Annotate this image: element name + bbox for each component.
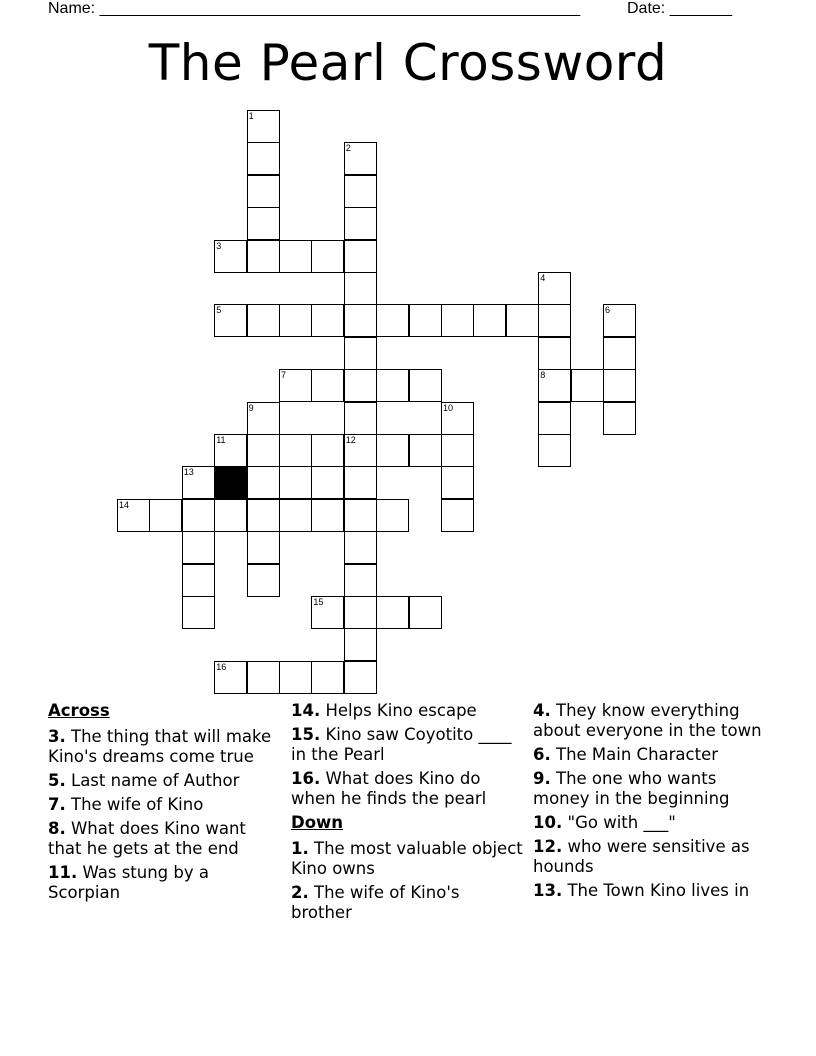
clue-text: "Go with ___" xyxy=(562,813,676,832)
down-clue xyxy=(291,883,523,923)
grid-cell[interactable] xyxy=(409,434,442,467)
clue-number-label: 5. xyxy=(48,771,66,790)
clue-number-label: 3. xyxy=(48,727,66,746)
grid-cell[interactable] xyxy=(571,369,604,402)
clue-number: 6 xyxy=(605,305,611,316)
down-clue xyxy=(533,701,765,741)
clue-number: 9 xyxy=(248,402,254,413)
grid-cell[interactable] xyxy=(603,304,636,337)
grid-cell[interactable] xyxy=(247,175,280,208)
clue-number: 16 xyxy=(216,661,227,672)
clue-number-label: 9. xyxy=(533,769,551,788)
clue-number: 8 xyxy=(540,370,546,381)
name-field-label[interactable]: Name: ______________________________________________________ xyxy=(48,0,581,17)
clue-number-label: 10. xyxy=(533,813,563,832)
grid-cell[interactable] xyxy=(376,369,409,402)
down-clue-list xyxy=(291,839,523,923)
grid-cell[interactable] xyxy=(214,661,247,694)
grid-cell[interactable] xyxy=(603,369,636,402)
grid-cell[interactable] xyxy=(344,564,377,597)
grid-block xyxy=(214,466,247,499)
across-clue-list xyxy=(48,727,280,903)
clue-number-label: 1. xyxy=(291,839,309,858)
clue-text: The wife of Kino xyxy=(65,795,204,814)
clues-column-2 xyxy=(291,701,523,927)
grid-cell[interactable] xyxy=(279,466,312,499)
grid-cell[interactable] xyxy=(344,142,377,175)
grid-cell[interactable] xyxy=(247,142,280,175)
grid-cell[interactable] xyxy=(214,304,247,337)
grid-cell[interactable] xyxy=(247,661,280,694)
grid-cell[interactable] xyxy=(311,596,344,629)
clue-text: Was stung by a Scorpian xyxy=(48,863,209,902)
grid-cell[interactable] xyxy=(376,304,409,337)
grid-cell[interactable] xyxy=(149,499,182,532)
clue-text: What does Kino want that he gets at the end xyxy=(48,819,246,858)
clue-number-label: 16. xyxy=(291,769,321,788)
down-clue xyxy=(533,837,765,877)
grid-cell[interactable] xyxy=(279,304,312,337)
grid-cell[interactable] xyxy=(182,531,215,564)
grid-cell[interactable] xyxy=(344,207,377,240)
grid-cell[interactable] xyxy=(311,434,344,467)
grid-cell[interactable] xyxy=(117,499,150,532)
grid-cell[interactable] xyxy=(247,402,280,435)
grid-cell[interactable] xyxy=(344,434,377,467)
grid-cell[interactable] xyxy=(182,466,215,499)
grid-cell[interactable] xyxy=(311,661,344,694)
clue-number-label: 4. xyxy=(533,701,551,720)
across-clue xyxy=(48,795,280,815)
grid-cell[interactable] xyxy=(247,304,280,337)
clue-text: The most valuable object Kino owns xyxy=(291,839,523,878)
clue-number-label: 15. xyxy=(291,725,321,744)
grid-cell[interactable] xyxy=(311,499,344,532)
clue-number: 1 xyxy=(248,111,254,121)
grid-cell[interactable] xyxy=(247,240,280,273)
grid-cell[interactable] xyxy=(214,434,247,467)
clue-number-label: 14. xyxy=(291,701,321,720)
clues-column-1 xyxy=(48,701,280,907)
grid-cell[interactable] xyxy=(538,337,571,370)
clue-number: 2 xyxy=(345,143,351,154)
grid-cell[interactable] xyxy=(409,596,442,629)
grid-cell[interactable] xyxy=(311,466,344,499)
grid-cell[interactable] xyxy=(409,369,442,402)
down-clue xyxy=(291,839,523,879)
grid-cell[interactable] xyxy=(538,369,571,402)
clue-text: They know everything about everyone in the town xyxy=(533,701,762,740)
grid-cell[interactable] xyxy=(311,304,344,337)
grid-cell[interactable] xyxy=(344,402,377,435)
down-clue-list-continued xyxy=(533,701,765,901)
grid-cell[interactable] xyxy=(279,434,312,467)
clue-text: The thing that will make Kino's dreams come true xyxy=(48,727,272,766)
grid-cell[interactable] xyxy=(344,628,377,661)
across-clue xyxy=(48,863,280,903)
grid-cell[interactable] xyxy=(376,596,409,629)
clue-text: Last name of Author xyxy=(65,771,240,790)
grid-cell[interactable] xyxy=(344,466,377,499)
down-clue xyxy=(533,881,765,901)
grid-cell[interactable] xyxy=(247,466,280,499)
clue-number-label: 6. xyxy=(533,745,551,764)
clue-number-label: 12. xyxy=(533,837,563,856)
grid-cell[interactable] xyxy=(409,304,442,337)
grid-cell[interactable] xyxy=(214,240,247,273)
down-heading: Down xyxy=(291,813,344,832)
grid-cell[interactable] xyxy=(538,272,571,305)
grid-cell[interactable] xyxy=(279,499,312,532)
across-clue xyxy=(48,727,280,767)
grid-cell[interactable] xyxy=(441,304,474,337)
grid-cell[interactable] xyxy=(441,499,474,532)
date-field-label[interactable]: Date: _______ xyxy=(627,0,732,17)
grid-cell[interactable] xyxy=(182,499,215,532)
clue-text: What does Kino do when he finds the pearl xyxy=(291,769,487,808)
across-heading: Across xyxy=(48,701,110,720)
grid-cell[interactable] xyxy=(344,175,377,208)
grid-cell[interactable] xyxy=(279,240,312,273)
grid-cell[interactable] xyxy=(376,434,409,467)
clue-text: The wife of Kino's brother xyxy=(291,883,460,922)
grid-cell[interactable] xyxy=(344,337,377,370)
down-clue xyxy=(533,769,765,809)
grid-cell[interactable] xyxy=(344,304,377,337)
clue-number-label: 8. xyxy=(48,819,66,838)
clue-number: 14 xyxy=(119,499,130,510)
grid-cell[interactable] xyxy=(311,369,344,402)
down-clue xyxy=(533,813,765,833)
grid-cell[interactable] xyxy=(247,110,280,143)
across-clue xyxy=(291,701,523,721)
grid-cell[interactable] xyxy=(311,240,344,273)
clue-number-label: 7. xyxy=(48,795,66,814)
grid-cell[interactable] xyxy=(441,402,474,435)
clue-text: The Main Character xyxy=(550,745,719,764)
grid-cell[interactable] xyxy=(538,402,571,435)
grid-cell[interactable] xyxy=(344,499,377,532)
grid-cell[interactable] xyxy=(344,531,377,564)
clue-number: 11 xyxy=(216,435,226,445)
down-clue xyxy=(533,745,765,765)
clue-number-label: 11. xyxy=(48,863,78,882)
grid-cell[interactable] xyxy=(506,304,539,337)
grid-cell[interactable] xyxy=(247,531,280,564)
clue-text: Kino saw Coyotito ____ in the Pearl xyxy=(291,725,512,764)
clue-number: 15 xyxy=(313,597,324,607)
clue-text: who were sensitive as hounds xyxy=(533,837,750,876)
grid-cell[interactable] xyxy=(441,434,474,467)
clues-column-3 xyxy=(533,701,765,905)
clue-number: 3 xyxy=(216,240,222,251)
grid-cell[interactable] xyxy=(344,661,377,694)
grid-cell[interactable] xyxy=(182,564,215,597)
grid-cell[interactable] xyxy=(473,304,506,337)
across-clue-list-continued xyxy=(291,701,523,809)
grid-cell[interactable] xyxy=(538,434,571,467)
clue-number-label: 2. xyxy=(291,883,309,902)
grid-cell[interactable] xyxy=(603,402,636,435)
clue-number: 5 xyxy=(216,305,222,316)
grid-cell[interactable] xyxy=(214,499,247,532)
grid-cell[interactable] xyxy=(344,596,377,629)
grid-cell[interactable] xyxy=(279,369,312,402)
grid-cell[interactable] xyxy=(182,596,215,629)
grid-cell[interactable] xyxy=(344,369,377,402)
clue-number: 13 xyxy=(183,467,194,478)
grid-cell[interactable] xyxy=(247,434,280,467)
across-clue xyxy=(291,725,523,765)
clue-number: 7 xyxy=(281,370,287,381)
clue-text: Helps Kino escape xyxy=(320,701,477,720)
grid-cell[interactable] xyxy=(247,207,280,240)
clue-number: 10 xyxy=(443,402,454,413)
grid-cell[interactable] xyxy=(247,499,280,532)
clue-number: 12 xyxy=(345,435,356,445)
grid-cell[interactable] xyxy=(247,564,280,597)
across-clue xyxy=(291,769,523,809)
across-clue xyxy=(48,819,280,859)
grid-cell[interactable] xyxy=(538,304,571,337)
grid-cell[interactable] xyxy=(279,661,312,694)
page-title: The Pearl Crossword xyxy=(148,34,668,92)
grid-cell[interactable] xyxy=(344,240,377,273)
clue-number: 4 xyxy=(540,273,546,283)
grid-cell[interactable] xyxy=(441,466,474,499)
across-clue xyxy=(48,771,280,791)
grid-cell[interactable] xyxy=(344,272,377,305)
grid-cell[interactable] xyxy=(603,337,636,370)
grid-cell[interactable] xyxy=(376,499,409,532)
clue-number-label: 13. xyxy=(533,881,563,900)
clue-text: The one who wants money in the beginning xyxy=(533,769,730,808)
clue-text: The Town Kino lives in xyxy=(562,881,750,900)
